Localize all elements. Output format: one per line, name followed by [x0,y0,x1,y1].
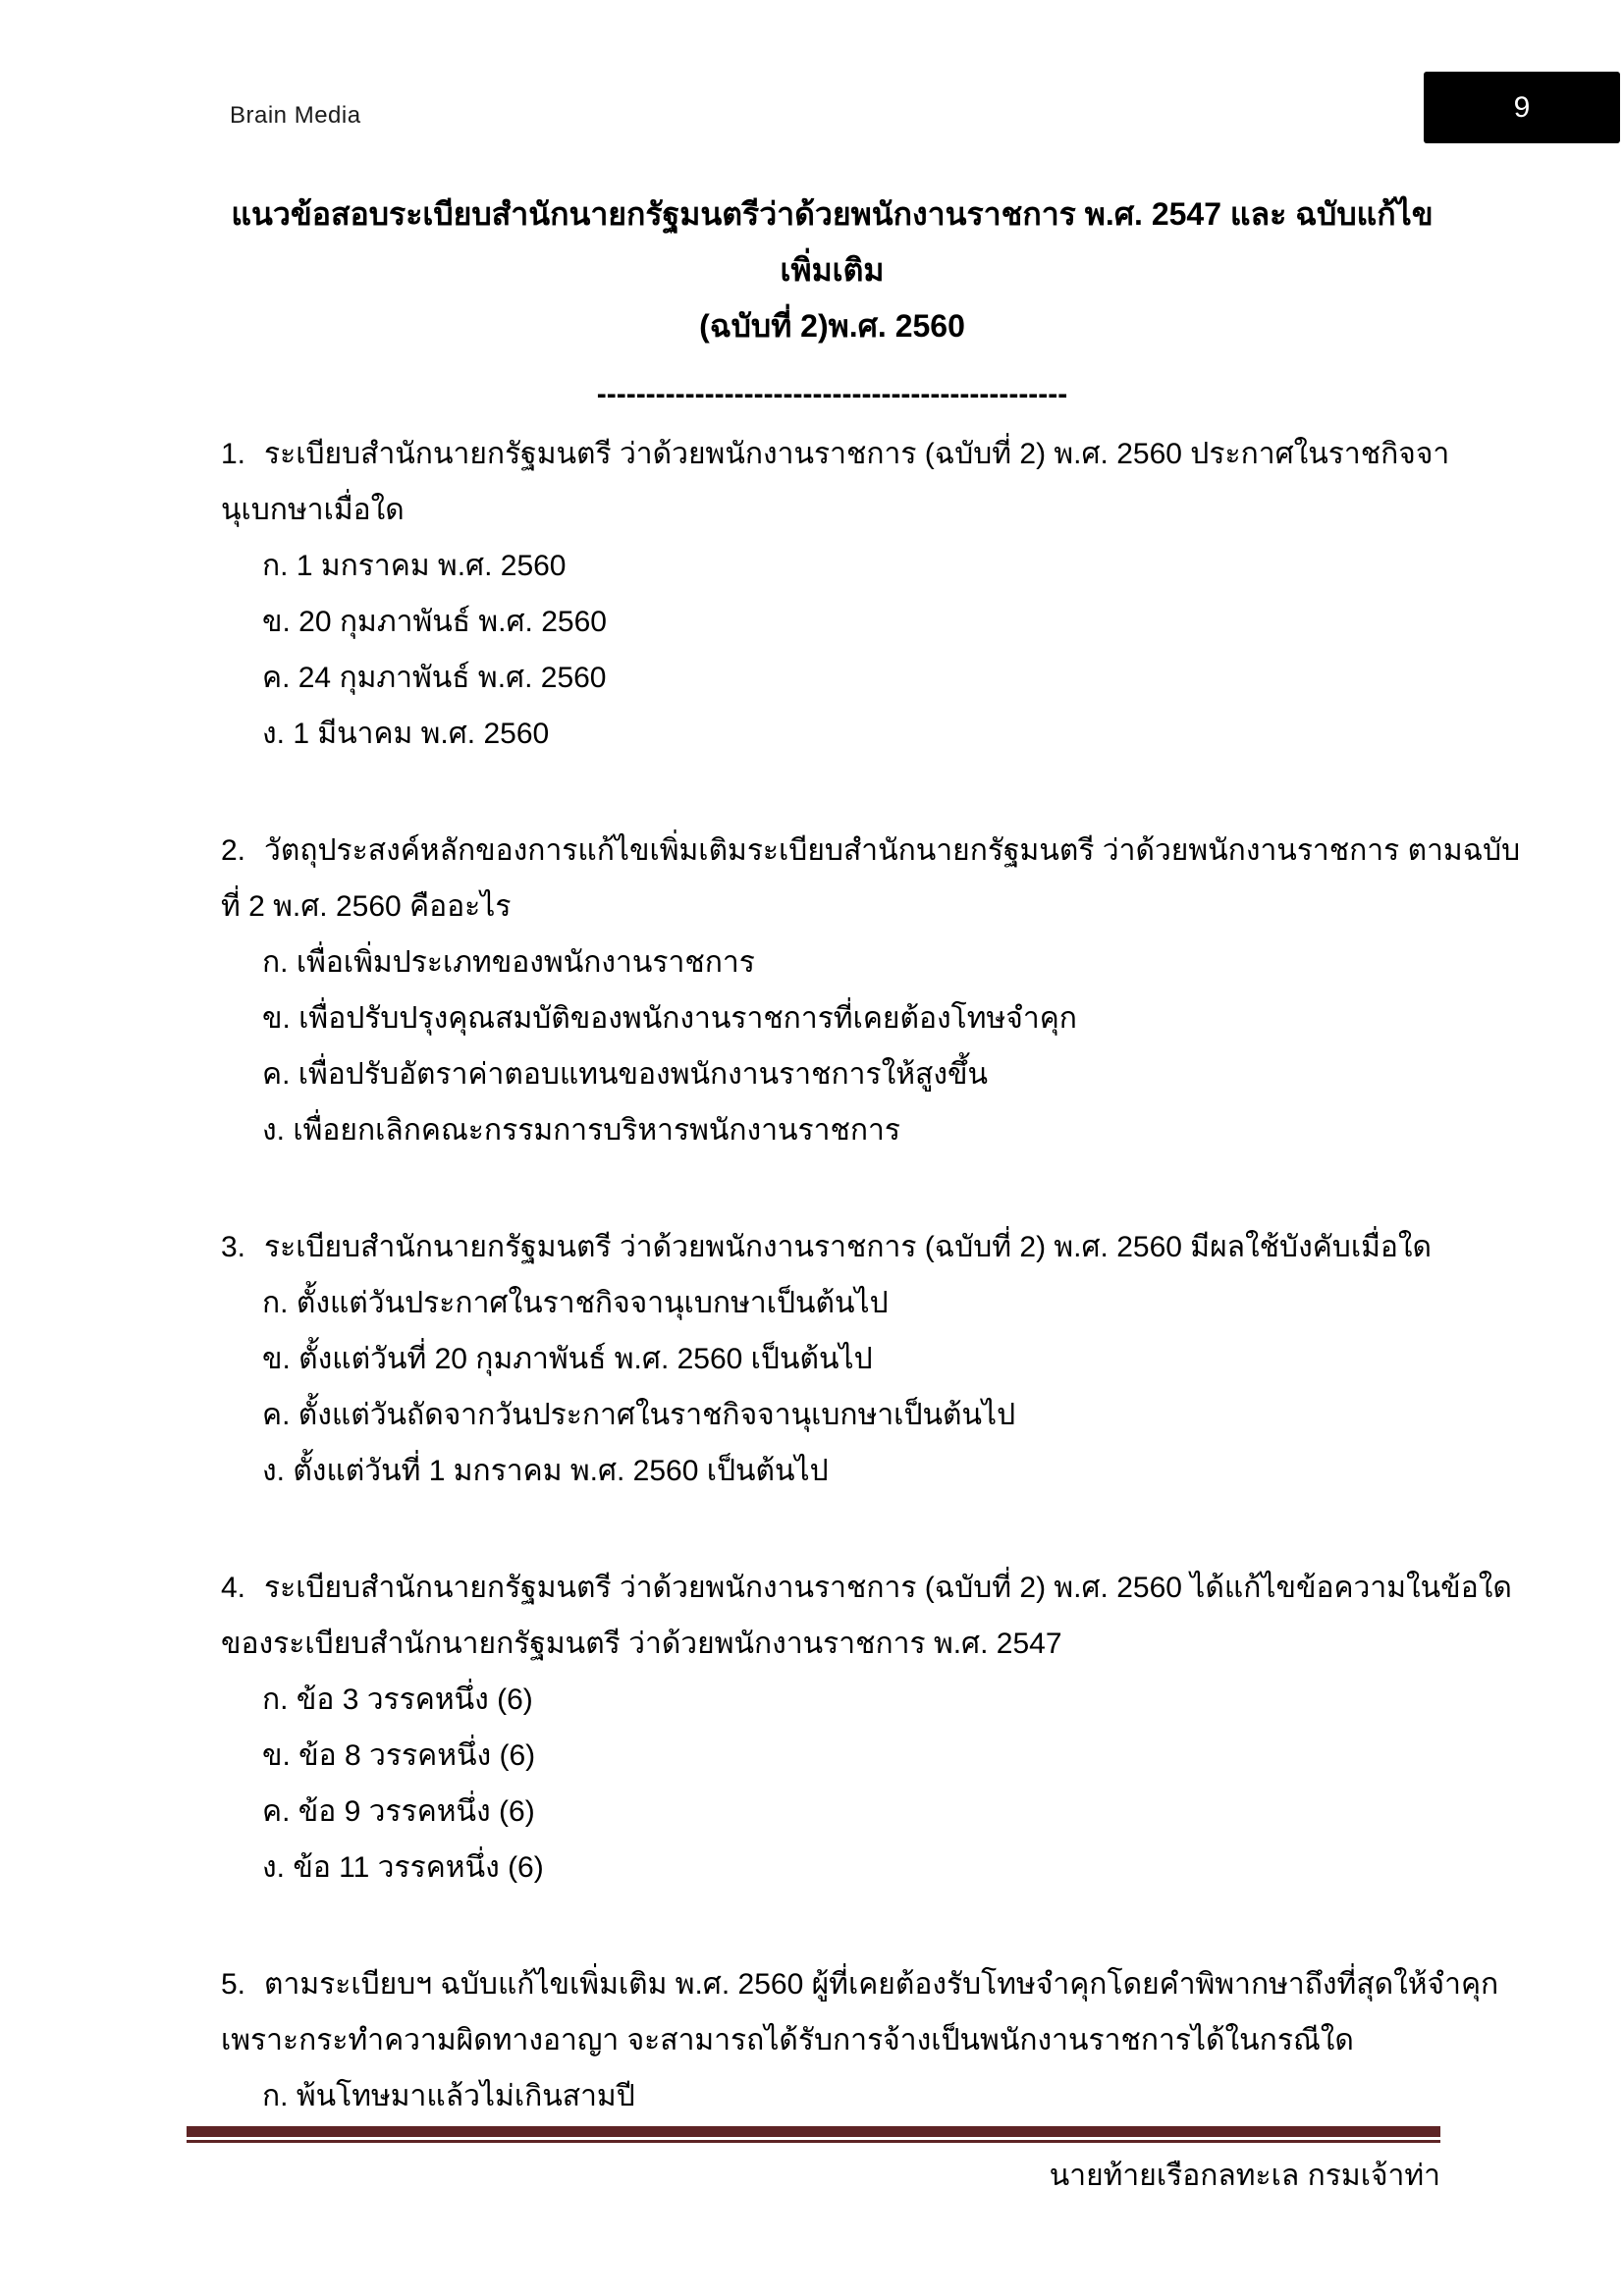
option-item: ก. ข้อ 3 วรรคหนึ่ง (6) [262,1683,533,1716]
option-item: ข. ข้อ 8 วรรคหนึ่ง (6) [262,1739,536,1772]
question-text-line: 3. ระเบียบสำนักนายกรัฐมนตรี ว่าด้วยพนักงานราชการ (ฉบับที่ 2) พ.ศ. 2560 มีผลใช้บังคับเมื่อใด [221,1219,1443,1275]
question-text-line: ของระเบียบสำนักนายกรัฐมนตรี ว่าด้วยพนักงานราชการ พ.ศ. 2547 [221,1628,1062,1660]
question-text-line: นุเบกษาเมื่อใด [221,494,405,526]
document-content [221,187,1521,2185]
option-item: ค. ตั้งแต่วันถัดจากวันประกาศในราชกิจจานุเบกษาเป็นต้นไป [262,1399,1016,1431]
doc-title-line1: แนวข้อสอบระเบียบสำนักนายกรัฐมนตรีว่าด้วยพนักงานราชการ พ.ศ. 2547 และ ฉบับแก้ไขเพิ่มเติม [231,196,1434,288]
question-text-line: 2. วัตถุประสงค์หลักของการแก้ไขเพิ่มเติมระเบียบสำนักนายกรัฐมนตรี ว่าด้วยพนักงานราชการ ตามฉบับ [221,823,1443,879]
option-item: ง. ตั้งแต่วันที่ 1 มกราคม พ.ศ. 2560 เป็นต้นไป [262,1455,829,1487]
footer-credit: นายท้ายเรือกลทะเล กรมเจ้าท่า [1049,2160,1440,2192]
footer-rule-thin [187,2140,1440,2143]
option-item: ค. เพื่อปรับอัตราค่าตอบแทนของพนักงานราชการให้สูงขึ้น [262,1058,988,1091]
page-number-box [1424,72,1620,143]
option-item: ข. เพื่อปรับปรุงคุณสมบัติของพนักงานราชการที่เคยต้องโทษจำคุก [262,1002,1077,1035]
question-item [221,1219,1443,1499]
doc-title-line2: (ฉบับที่ 2)พ.ศ. 2560 [699,308,965,344]
question-number: 1. [221,438,246,470]
question-number: 2. [221,834,246,867]
questions-list [221,426,1521,2124]
option-item: ก. ตั้งแต่วันประกาศในราชกิจจานุเบกษาเป็นต้นไป [262,1287,889,1319]
option-item: ก. พ้นโทษมาแล้วไม่เกินสามปี [262,2080,635,2112]
option-item: ง. ข้อ 11 วรรคหนึ่ง (6) [262,1851,544,1884]
page-number: 9 [1513,90,1531,124]
question-text-line: 4. ระเบียบสำนักนายกรัฐมนตรี ว่าด้วยพนักงานราชการ (ฉบับที่ 2) พ.ศ. 2560 ได้แก้ไขข้อความในข้อใด [221,1560,1443,1616]
question-text-line: 5. ตามระเบียบฯ ฉบับแก้ไขเพิ่มเติม พ.ศ. 2560 ผู้ที่เคยต้องรับโทษจำคุกโดยคำพิพากษาถึงที่สุดให้จำคุก [221,1956,1443,2012]
option-item: ข. 20 กุมภาพันธ์ พ.ศ. 2560 [262,606,607,638]
question-text-line: เพราะกระทำความผิดทางอาญา จะสามารถได้รับการจ้างเป็นพนักงานราชการได้ในกรณีใด [221,2024,1354,2056]
question-item [221,426,1450,762]
brand-text: Brain Media [230,102,361,129]
option-item: ข. ตั้งแต่วันที่ 20 กุมภาพันธ์ พ.ศ. 2560 เป็นต้นไป [262,1343,873,1375]
question-text-line: ที่ 2 พ.ศ. 2560 คืออะไร [221,890,512,923]
question-number: 5. [221,1968,246,2001]
option-item: ก. 1 มกราคม พ.ศ. 2560 [262,550,567,582]
option-item: ง. เพื่อยกเลิกคณะกรรมการบริหารพนักงานราชการ [262,1114,900,1147]
option-item: ก. เพื่อเพิ่มประเภทของพนักงานราชการ [262,946,755,979]
question-item [221,1956,1499,2124]
footer-rule-thick [187,2126,1440,2137]
question-number: 3. [221,1231,246,1263]
question-number: 4. [221,1572,246,1604]
dashed-divider: ------------------------------------------------ [596,378,1068,410]
question-item [221,1560,1512,1896]
option-item: ค. 24 กุมภาพันธ์ พ.ศ. 2560 [262,662,607,694]
option-item: ง. 1 มีนาคม พ.ศ. 2560 [262,718,550,750]
question-text-line: 1. ระเบียบสำนักนายกรัฐมนตรี ว่าด้วยพนักงานราชการ (ฉบับที่ 2) พ.ศ. 2560 ประกาศในราชกิจจา [221,426,1443,482]
option-item: ค. ข้อ 9 วรรคหนึ่ง (6) [262,1795,535,1828]
question-item [221,823,1521,1158]
